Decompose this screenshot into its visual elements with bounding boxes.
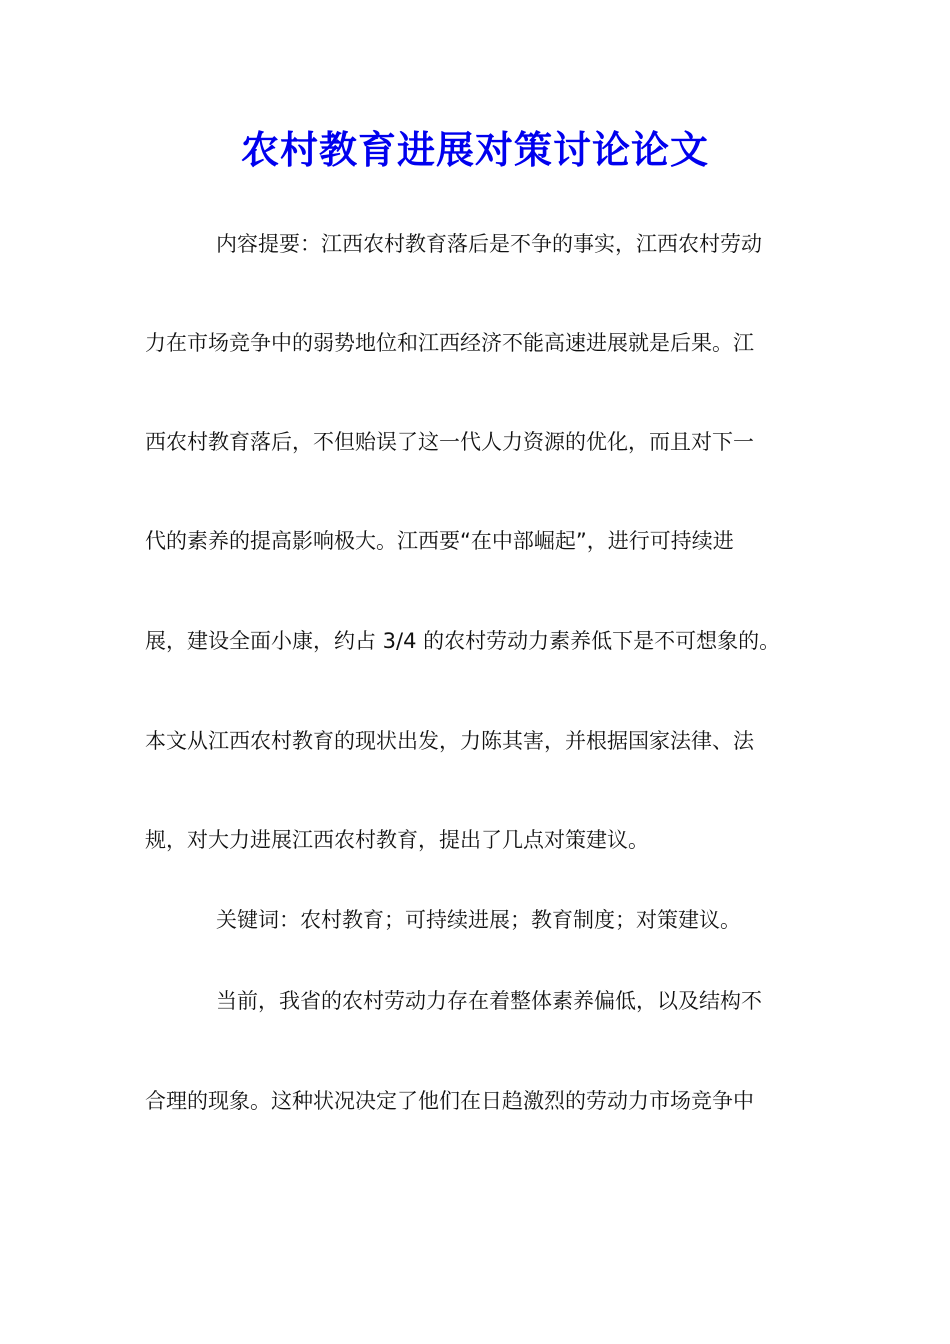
abstract-line: 西农村教育落后，不但贻误了这一代人力资源的优化，而且对下一 [145, 430, 754, 454]
body-line: 当前，我省的农村劳动力存在着整体素养偏低，以及结构不 [216, 989, 762, 1013]
document-title: 农村教育进展对策讨论论文 [240, 127, 709, 172]
abstract-line: 内容提要：江西农村教育落后是不争的事实，江西农村劳动 [216, 232, 762, 256]
abstract-line: 代的素养的提高影响极大。江西要“在中部崛起”，进行可持续进 [145, 529, 734, 553]
abstract-line: 规，对大力进展江西农村教育，提出了几点对策建议。 [145, 828, 649, 852]
keywords-line: 关键词：农村教育；可持续进展；教育制度；对策建议。 [216, 908, 741, 932]
abstract-line: 力在市场竞争中的弱势地位和江西经济不能高速进展就是后果。江 [145, 331, 754, 355]
abstract-line: 本文从江西农村教育的现状出发，力陈其害，并根据国家法律、法 [145, 729, 754, 753]
abstract-line: 展，建设全面小康，约占 3/4 的农村劳动力素养低下是不可想象的。 [145, 629, 781, 653]
body-line: 合理的现象。这种状况决定了他们在日趋激烈的劳动力市场竞争中 [145, 1089, 754, 1113]
